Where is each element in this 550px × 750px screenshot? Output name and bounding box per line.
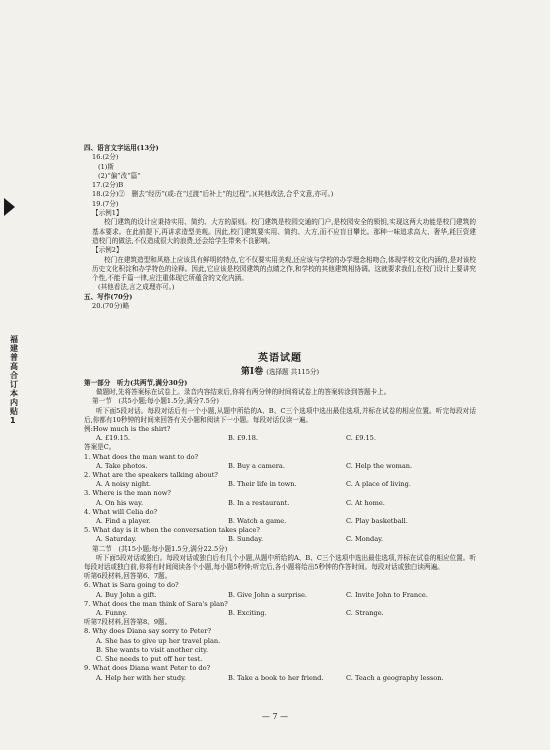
question-8: 8. Why does Diana say sorry to Peter?: [84, 627, 212, 636]
option-b: B. Exciting.: [228, 609, 267, 618]
answer-20: 20.(70分)略: [92, 302, 130, 311]
material-7-label: 听第7段材料,回答第8、9题。: [84, 618, 172, 627]
option-b: B. Take a book to her friend.: [228, 673, 324, 682]
question-7-options: [84, 609, 476, 618]
section-2-instructions: 听下面5段对话或独白。每段对话或独白后有几个小题,从题中所给的A、B、C三个选项中选出最佳选项,并标在试卷的相应位置。听每段对话或独白前,你将有时间阅读各个小题,每小题5秒钟;听完后,各小题将给出5秒钟的作答时间。每段对话或独白读两遍。: [84, 553, 476, 572]
answer-16-2: (2)“偏”改“篇”: [98, 171, 141, 180]
page-number: — 7 —: [261, 712, 289, 721]
question-3-options: [84, 499, 476, 508]
material-6-label: 听第6段材料,回答第6、7题。: [84, 572, 172, 581]
english-test-section: [84, 352, 476, 683]
option-a: A. Buy John a gift.: [96, 590, 157, 599]
example-2-label: 【示例2】: [92, 246, 123, 255]
option-c: C. Invite John to France.: [346, 590, 428, 599]
option-b: B. In a restaurant.: [228, 498, 290, 507]
section-heading-4: 四、语言文字运用(13分): [84, 144, 159, 152]
question-9-options: [84, 674, 476, 683]
option-c: C. £9.15.: [346, 434, 376, 443]
answer-18: 18.(2分)② 删去“经历”(或:在“过渡”后补上“的过程”。)(其他改法,合乎文意,亦可。): [92, 190, 334, 199]
option-c: C. Monday.: [346, 535, 384, 544]
question-7: 7. What does the man think of Sara's plan?: [84, 599, 228, 608]
question-6-options: [84, 591, 476, 600]
example-options: [84, 434, 476, 443]
volume-label: 第Ⅰ卷: [240, 367, 264, 377]
example-2-note: (其他看法,言之成理亦可。): [98, 283, 175, 292]
question-1-options: [84, 462, 476, 471]
option-a: A. On his way.: [96, 498, 144, 507]
example-answer: 答案是C。: [84, 443, 116, 452]
volume-title: [84, 366, 476, 379]
option-b: B. £9.18.: [228, 434, 259, 443]
option-c: C. Play basketball.: [346, 517, 408, 526]
part-1-intro: 做题时,先将答案标在试卷上。录音内容结束后,你将有两分钟的时间将试卷上的答案转涂到答题卡上。: [96, 388, 391, 397]
option-a: A. Help her with her study.: [96, 673, 187, 682]
question-3: 3. Where is the man now?: [84, 489, 171, 498]
section-1-heading: 第一节 (共5小题;每小题1.5分,满分7.5分): [92, 397, 219, 406]
question-9: 9. What does Diana want Peter to do?: [84, 664, 211, 673]
option-b: B. Give John a surprise.: [228, 590, 308, 599]
question-2: 2. What are the speakers talking about?: [84, 471, 218, 480]
option-c: C. At home.: [346, 498, 385, 507]
question-5-options: [84, 535, 476, 544]
option-a: A. Take photos.: [96, 461, 148, 470]
option-a: A. Find a player.: [96, 517, 151, 526]
option-c: C. A place of living.: [346, 480, 411, 489]
section-heading-5: 五、写作(70分): [84, 292, 133, 301]
question-4: 4. What will Celia do?: [84, 507, 158, 516]
option-b: B. Sunday.: [228, 535, 264, 544]
option-a: A. £19.15.: [96, 434, 131, 443]
section-2-heading: 第二节 (共15小题;每小题1.5分,满分22.5分): [92, 544, 228, 553]
section-1-instructions: 听下面5段对话。每段对话后有一个小题,从题中所给的A、B、C三个选项中选出最佳选项,并标在试卷的相应位置。听完每段对话后,你都有10秒钟的时间来回答有关小题和阅读下一小题。每段对话仅读一遍。: [84, 406, 476, 424]
side-binding-label: 福建普高合订本内贴1: [10, 335, 18, 425]
option-c: C. Teach a geography lesson.: [346, 673, 444, 682]
question-8-option-b: B. She wants to visit another city.: [96, 645, 209, 654]
answer-16: 16.(2分): [92, 153, 119, 162]
question-1: 1. What does the man want to do?: [84, 452, 199, 461]
question-5: 5. What day is it when the conversation takes place?: [84, 526, 260, 535]
page-marker-arrow-icon: [4, 198, 15, 216]
question-8-option-a: A. She has to give up her travel plan.: [96, 636, 221, 645]
option-b: B. Their life in town.: [228, 480, 297, 489]
volume-subtitle: (选择题 共115分): [266, 368, 320, 376]
question-6: 6. What is Sara going to do?: [84, 581, 179, 590]
question-8-option-c: C. She needs to put off her test.: [96, 655, 203, 664]
option-a: A. Funny.: [96, 609, 128, 618]
chinese-answer-section: [84, 144, 476, 311]
answer-16-1: (1)斯: [98, 162, 114, 171]
option-a: A. A noisy night.: [96, 480, 151, 489]
question-2-options: [84, 480, 476, 489]
option-a: A. Saturday.: [96, 535, 137, 544]
option-c: C. Strange.: [346, 609, 384, 618]
answer-19: 19.(7分): [92, 199, 119, 208]
example-1-text: 校门建筑的设计应秉持实用、简约、大方的原则。校门建筑是校园交通的门户,是校园安全的锁钥,实现这两大功能是校门建筑的基本要求。在此前提下,再讲求造型美观。因此,校门建筑要实用、简约、大方,而不应盲目攀比。那种一味追求高大、奢华,耗巨资建造校门的做法,不仅造成很大的浪费,还会给学生带来不良影响。: [92, 218, 476, 245]
english-title: 英语试题: [258, 353, 302, 364]
example-1-label: 【示例1】: [92, 209, 123, 218]
example-2-text: 校门在建筑造型和风格上应该具有鲜明的特点,它不仅要实用美观,还应该与学校的办学理念相吻合,体现学校文化内涵的,是对该校历史文化积淀和办学特色的诠释。因此,它应该是校园建筑的点睛之作,和学校的其他建筑相协调。这就要求我们,在校门设计上要讲究个性,不能千篇一律,应注重体现它所蕴含的文化内涵。: [92, 255, 476, 283]
example-question: 例:How much is the shirt?: [84, 425, 171, 434]
answer-17: 17.(2分)B: [92, 181, 124, 190]
option-b: B. Buy a camera.: [228, 461, 285, 470]
option-c: C. Help the woman.: [346, 461, 413, 470]
part-1-heading: 第一部分 听力(共两节,满分30分): [84, 379, 188, 387]
question-4-options: [84, 517, 476, 526]
option-b: B. Watch a game.: [228, 517, 287, 526]
